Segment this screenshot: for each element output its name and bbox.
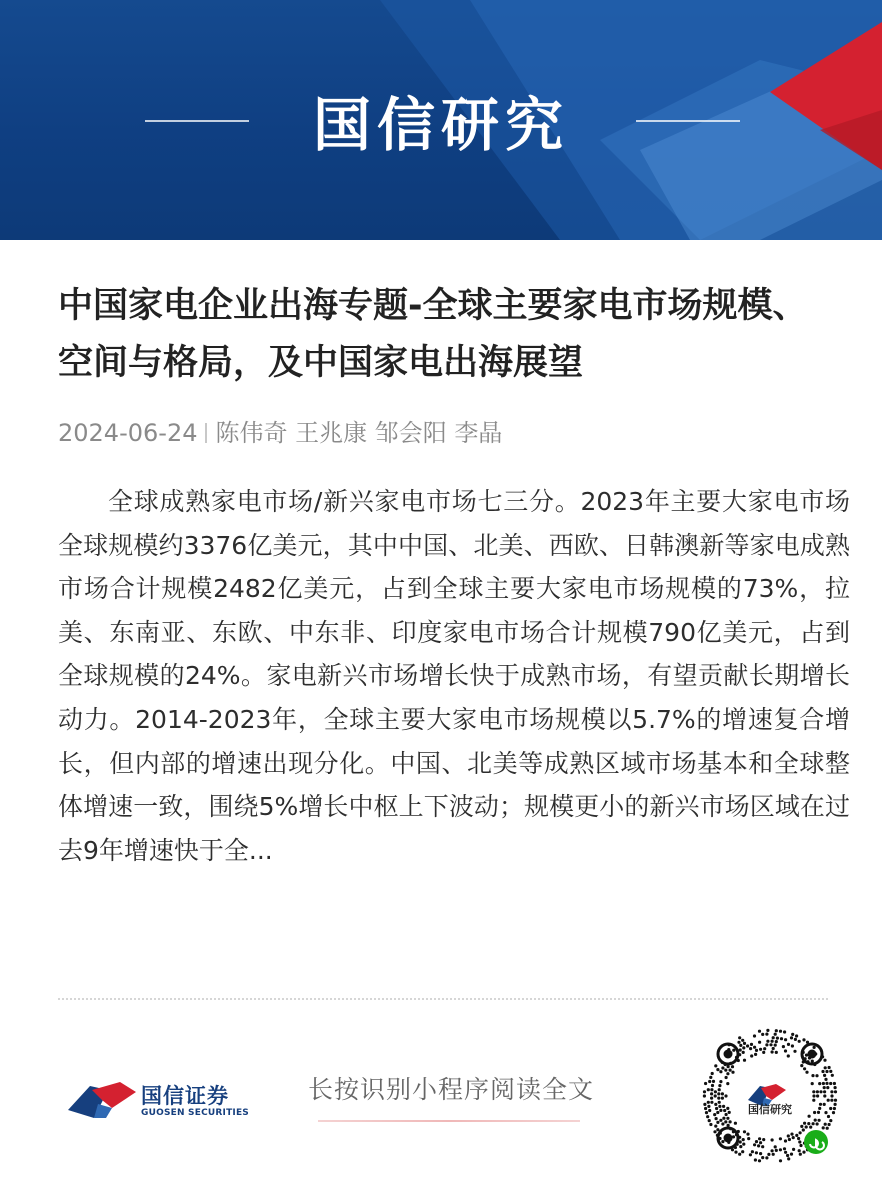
read-full-text-prompt: 长按识别小程序阅读全文 [308, 1075, 595, 1104]
dotted-divider [58, 998, 828, 1000]
article-date: 2024-06-24 [58, 419, 198, 447]
brand-logo [68, 1076, 258, 1126]
qr-label: 国信研究 [748, 1103, 792, 1116]
article-meta [58, 417, 838, 449]
wechat-mini-program-icon [804, 1130, 828, 1154]
qr-code-pattern [700, 1026, 840, 1166]
article-authors: 陈伟奇 王兆康 邹会阳 李晶 [215, 419, 503, 447]
meta-separator [205, 423, 207, 443]
mini-program-qr-code[interactable] [700, 1026, 840, 1166]
article-body: 全球成熟家电市场/新兴家电市场七三分。2023年主要大家电市场全球规模约3376亿美元，其中中国、北美、西欧、日韩澳新等家电成熟市场合计规模2482亿美元，占到全球主要大家电市场规模的73%，拉美、东南亚、东欧、中东非、印度家电市场合计规模790亿美元，占到全球规模的24%。家电新兴市场增长快于成熟市场，有望贡献长期增长动力。2014-2023年，全球主要大家电市场规模以5.7%的增速复合增长，但内部的增速出现分化。中国、北美等成熟区域市场基本和全球整体增速一致，围绕5%增长中枢上下波动；规模更小的新兴市场区域在过去9年增速快于全... [58, 487, 850, 865]
guosen-logo-icon [68, 1080, 136, 1120]
brand-name: 国信证券 [141, 1084, 229, 1108]
article-title: 中国家电企业出海专题-全球主要家电市场规模、空间与格局，及中国家电出海展望 [58, 286, 808, 383]
cta-underline [318, 1120, 580, 1122]
banner-title: 国信研究 [312, 91, 569, 159]
header-banner [0, 0, 882, 240]
brand-name-english: GUOSEN SECURITIES [141, 1108, 249, 1118]
banner-line-right [636, 120, 740, 122]
